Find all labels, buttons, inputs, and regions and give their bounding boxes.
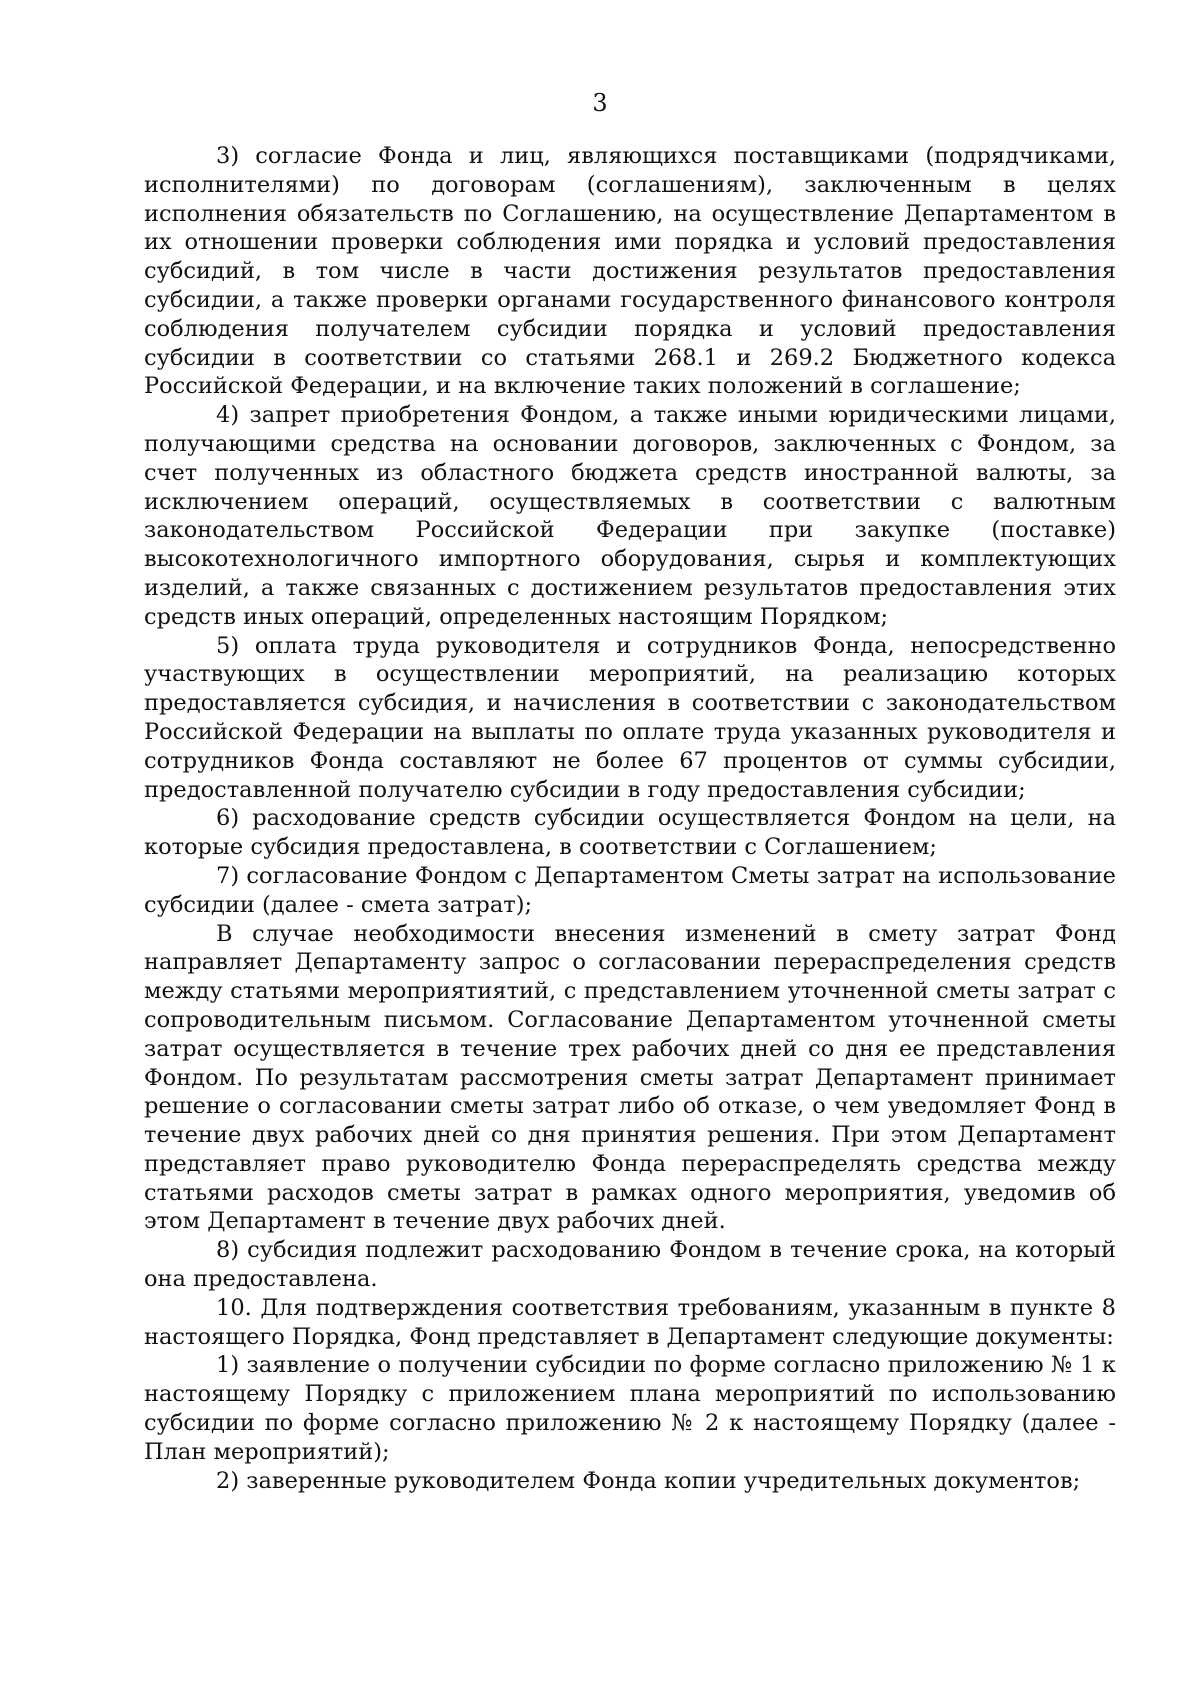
paragraph-item-8-term: 8) субсидия подлежит расходованию Фондом в течение срока, на который она предоставлена. [144, 1237, 1116, 1293]
document-body [144, 142, 1116, 1495]
paragraph-item-4-currency-ban: 4) запрет приобретения Фондом, а также иными юридическими лицами, получающими средства на основании договоров, заключенных с Фондом, за счет полученных из областного бюджета средств иностранной валюты, за исключением операций, осуществляемых в соответствии с валютным законодательством Российской Федерации при закупке (поставке) высокотехнологичного импортного оборудования, сырья и комплектующих изделий, а также связанных с достижением результатов предоставления этих средств иных операций, определенных настоящим Порядком; [144, 402, 1116, 630]
paragraph-doc-1-application: 1) заявление о получении субсидии по форме согласно приложению № 1 к настоящему Порядку с приложением плана мероприятий по использованию субсидии по форме согласно приложению № 2 к настоящему Порядку (далее - План мероприятий); [144, 1352, 1116, 1465]
paragraph-item-7-estimate: 7) согласование Фондом с Департаментом Сметы затрат на использование субсидии (далее - смета затрат); [144, 862, 1116, 918]
paragraph-doc-2-charter-copies: 2) заверенные руководителем Фонда копии учредительных документов; [216, 1467, 1081, 1494]
paragraph-item-3-consent: 3) согласие Фонда и лиц, являющихся поставщиками (подрядчиками, исполнителями) по договорам (соглашениям), заключенным в целях исполнения обязательств по Соглашению, на осуществление Департаментом в их отношении проверки соблюдения ими порядка и условий предоставления субсидий, в том числе в части достижения результатов предоставления субсидии, а также проверки органами государственного финансового контроля соблюдения получателем субсидии порядка и условий предоставления субсидии в соответствии со статьями 268.1 и 269.2 Бюджетного кодекса Российской Федерации, и на включение таких положений в соглашение; [144, 143, 1116, 400]
page-number: 3 [592, 89, 608, 117]
paragraph-item-6-spending: 6) расходование средств субсидии осуществляется Фондом на цели, на которые субсидия предоставлена, в соответствии с Соглашением; [144, 805, 1116, 861]
paragraph-estimate-changes: В случае необходимости внесения изменений в смету затрат Фонд направляет Департаменту запрос о согласовании перераспределения средств между статьями мероприятиятий, с представлением уточненной сметы затрат с сопроводительным письмом. Согласование Департаментом уточненной сметы затрат осуществляется в течение трех рабочих дней со дня ее представления Фондом. По результатам рассмотрения сметы затрат Департамент принимает решение о согласовании сметы затрат либо об отказе, о чем уведомляет Фонд в течение двух рабочих дней со дня принятия решения. При этом Департамент представляет право руководителю Фонда перераспределять средства между статьями расходов сметы затрат в рамках одного мероприятия, уведомив об этом Департамент в течение двух рабочих дней. [144, 920, 1116, 1235]
paragraph-item-5-salary: 5) оплата труда руководителя и сотрудников Фонда, непосредственно участвующих в осуществлении мероприятий, на реализацию которых предоставляется субсидия, и начисления в соответствии с законодательством Российской Федерации на выплаты по оплате труда указанных руководителя и сотрудников Фонда составляют не более 67 процентов от суммы субсидии, предоставленной получателю субсидии в году предоставления субсидии; [144, 632, 1116, 803]
paragraph-section-10: 10. Для подтверждения соответствия требованиям, указанным в пункте 8 настоящего Порядка, Фонд представляет в Департамент следующие документы: [144, 1294, 1116, 1350]
